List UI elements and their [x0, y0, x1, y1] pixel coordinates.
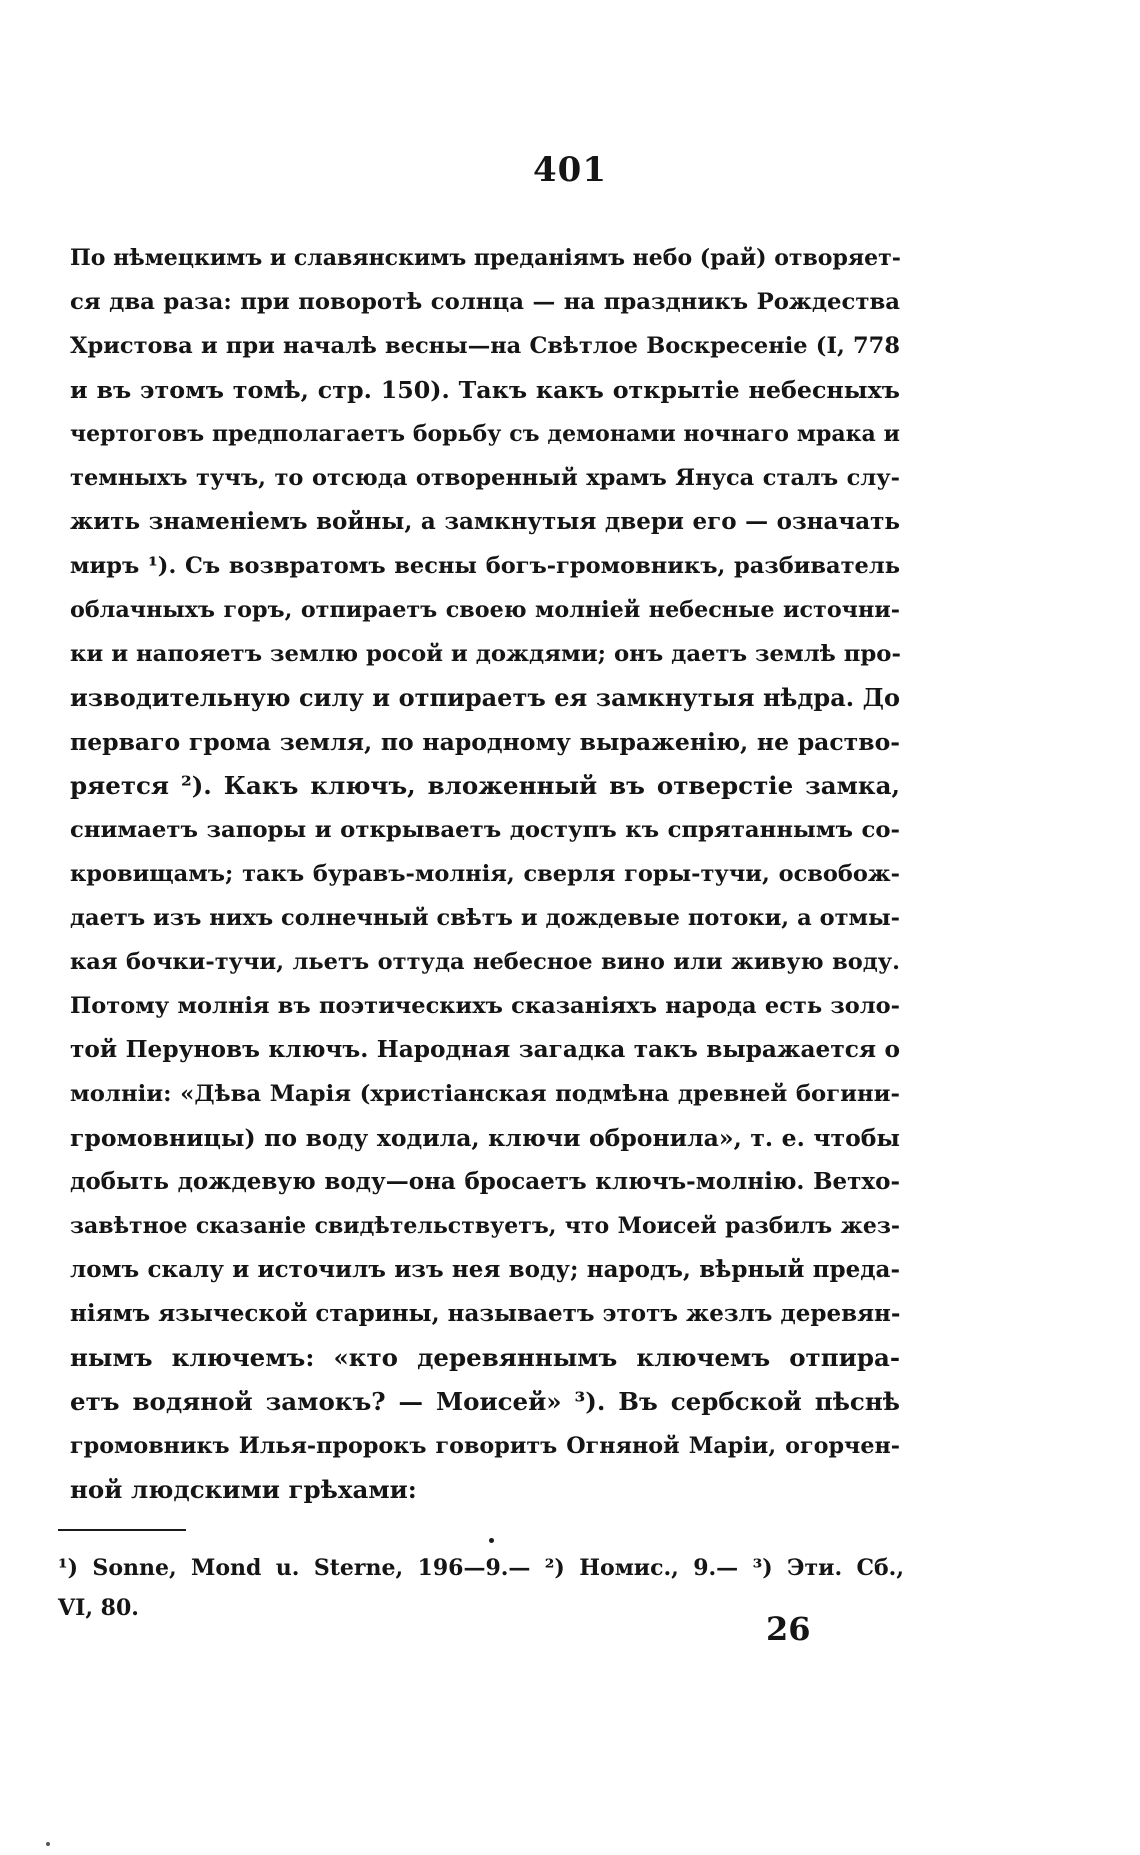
footnote-rule: [58, 1529, 186, 1531]
text-line: завѣтное сказаніе свидѣтельствуетъ, что Моисей разбилъ жез-: [70, 1213, 900, 1239]
text-line: и въ этомъ томѣ, стр. 150). Такъ какъ открытіе небесныхъ: [70, 376, 900, 404]
text-line: миръ ¹). Съ возвратомъ весны богъ-громовникъ, разбиватель: [70, 553, 900, 579]
text-line: етъ водяной замокъ? — Моисей» ³). Въ сербской пѣснѣ: [70, 1387, 900, 1416]
text-line: кровищамъ; такъ буравъ-молнія, сверля горы-тучи, освобож-: [70, 861, 900, 887]
text-line: ломъ скалу и источилъ изъ нея воду; народъ, вѣрный преда-: [70, 1256, 900, 1283]
text-line: громовницы) по воду ходила, ключи обронила», т. е. чтобы: [70, 1124, 900, 1152]
text-line: темныхъ тучъ, то отсюда отворенный храмъ Януса сталъ слу-: [70, 465, 900, 491]
text-line: ряется ²). Какъ ключъ, вложенный въ отверстіе замка,: [70, 771, 900, 800]
text-line: Потому молнія въ поэтическихъ сказаніяхъ народа есть золо-: [70, 993, 900, 1019]
text-line: даетъ изъ нихъ солнечный свѣтъ и дождевые потоки, а отмы-: [70, 905, 900, 931]
text-line: облачныхъ горъ, отпираетъ своею молніей небесные источни-: [70, 597, 900, 623]
text-line: ніямъ языческой старины, называетъ этотъ жезлъ деревян-: [70, 1300, 901, 1327]
text-line: перваго грома земля, по народному выраженію, не раство-: [70, 728, 900, 756]
text-line: жить знаменіемъ войны, а замкнутыя двери его — означать: [70, 508, 900, 535]
edge-speck: [46, 1842, 50, 1846]
page-number: 401: [533, 150, 607, 190]
text-line: добыть дождевую воду—она бросаетъ ключъ-молнію. Ветхо-: [70, 1168, 900, 1195]
footnote-line: ¹) Sonne, Mond u. Sterne, 196—9.— ²) Номис., 9.— ³) Эти. Сб.,: [58, 1555, 904, 1581]
text-line: ся два раза: при поворотѣ солнца — на праздникъ Рождества: [70, 289, 900, 315]
text-line: изводительную силу и отпираетъ ея замкнутыя нѣдра. До: [70, 683, 900, 712]
text-line: нымъ ключемъ: «кто деревяннымъ ключемъ отпира-: [70, 1343, 900, 1372]
print-speck: [489, 1538, 494, 1543]
text-line: той Перуновъ ключъ. Народная загадка такъ выражается о: [70, 1036, 900, 1063]
text-line: кая бочки-тучи, льетъ оттуда небесное вино или живую воду.: [70, 949, 900, 975]
text-line: По нѣмецкимъ и славянскимъ преданіямъ небо (рай) отворяет-: [70, 245, 901, 271]
text-line: ки и напояетъ землю росой и дождями; онъ даетъ землѣ про-: [70, 641, 901, 667]
footnote-line: VI, 80.: [58, 1595, 139, 1621]
text-line: Христова и при началѣ весны—на Свѣтлое Воскресеніе (I, 778: [70, 333, 900, 359]
signature-mark: 26: [766, 1610, 811, 1648]
body-text: [70, 236, 900, 1512]
text-line: громовникъ Илья-пророкъ говоритъ Огняной Маріи, огорчен-: [70, 1433, 900, 1459]
text-line: снимаетъ запоры и открываетъ доступъ къ спрятаннымъ со-: [70, 817, 900, 843]
text-line-last: ной людскими грѣхами:: [70, 1475, 417, 1504]
text-line: молніи: «Дѣва Марія (христіанская подмѣна древней богини-: [70, 1081, 900, 1107]
text-line: чертоговъ предполагаетъ борьбу съ демонами ночнаго мрака и: [70, 421, 900, 447]
